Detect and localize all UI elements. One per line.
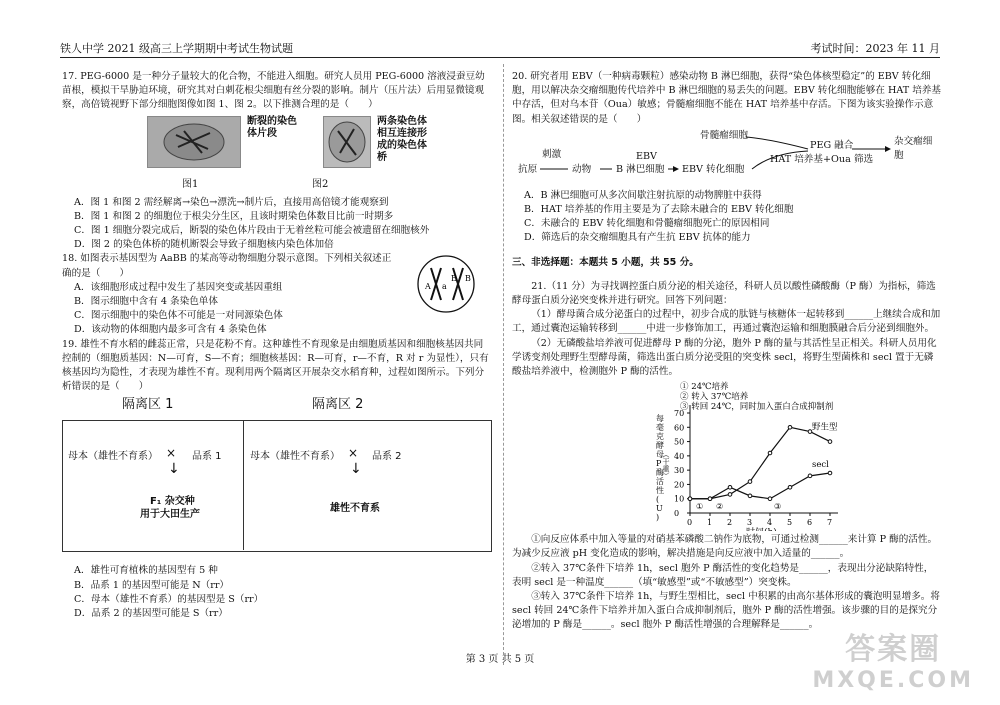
gene-label: A (425, 282, 431, 292)
y-tick-label: 10 (674, 494, 685, 504)
q21-part-2-3: ③转入 37℃条件下培养 1h，与野生型相比，secl 中积累的由高尔基体形成的囊泡明显增多。将 secl 转回 24℃条件下培养并加入蛋白合成抑制剂后，胞外 P 酶的活性增强。该步骤的目的是探究分泌增加的 P 酶是______。secl 胞外 P 酶活性增强的合理解释是______。 (512, 591, 940, 631)
flow-animal: 动物 (572, 163, 592, 175)
data-point (748, 494, 752, 498)
y-tick-label: 0 (674, 509, 680, 519)
y-axis-label-char: ) (656, 513, 660, 523)
q21-part-2-1: ①向反应体系中加入等量的对硝基苯磷酸二钠作为底物，可通过检测______来计算 P 酶的活性。为减少反应液 pH 变化造成的影响，解决措施是向反应液中加入适量的______。 (512, 534, 938, 560)
data-point (748, 480, 752, 484)
series-line-野生型 (690, 428, 830, 499)
q20-flow-diagram (512, 129, 942, 187)
q18-option-d: D．该动物的体细胞内最多可含有 4 条染色体 (74, 324, 267, 336)
flow-antigen: 抗原 (518, 163, 538, 175)
flow-arrows (512, 129, 942, 187)
flow-myeloma: 骨髓瘤细胞 (700, 129, 748, 141)
data-point (768, 497, 772, 501)
series-label: 野生型 (812, 422, 838, 433)
zone-1-title: 隔离区 1 (122, 397, 174, 413)
y-axis-label-char: 酵 (656, 441, 664, 451)
figure-2-caption: 图2 (312, 178, 329, 190)
legend-entry: ① 24℃培养 (680, 382, 729, 393)
x-tick-label: 6 (807, 518, 813, 528)
y-axis-label-char: ( (656, 495, 660, 505)
q20-option-b: B．HAT 培养基的作用主要是为了去除未融合的 EBV 转化细胞 (524, 204, 794, 216)
q21-part-2-2: ②转入 37℃条件下培养 1h，secl 胞外 P 酶活性的变化趋势是______，表现出分泌缺陷特性，表明 secl 是一种温度______（填“敏感型”或“不敏感型”）突变株。 (512, 562, 934, 588)
header-rule (60, 57, 940, 58)
zone-2-mother: 母本（雄性不育系） (250, 451, 340, 463)
q17-figures (147, 116, 492, 184)
q21-chart (512, 381, 942, 531)
data-point (728, 493, 732, 497)
y-axis-label-char: U (656, 504, 663, 514)
zone-1-line: 品系 1 (192, 451, 222, 463)
flow-ebv-cell: EBV 转化细胞 (682, 163, 745, 175)
y-axis-label-char: 毫 (656, 423, 664, 433)
q19-option-d: D．品系 2 的基因型可能是 S（rr） (74, 608, 228, 620)
watermark-line-1: 答案圈 (845, 632, 942, 667)
header-exam-time: 考试时间：2023 年 11 月 (810, 42, 940, 55)
p-enzyme-activity-chart (512, 381, 942, 531)
q20-stem: 20. 研究者用 EBV（一种病毒颗粒）感染动物 B 淋巴细胞，获得“染色体核型稳定”的 EBV 转化细胞，用以解决杂交瘤细胞传代培养中 B 淋巴细胞的易丢失的问题。EBV 转化细胞能够在 HAT 培养基中存活，但对乌本苷（Oua）敏感；骨髓瘤细胞不能在 HAT 培养基中存活。下图为该实验操作示意图。相关叙述错误的是（ ） (512, 71, 942, 125)
zones-divider (243, 420, 244, 550)
page-header (60, 38, 940, 56)
q21-part-1: （1）酵母菌合成分泌蛋白的过程中，初步合成的肽链与核糖体一起转移到______上继续合成和加工，通过囊泡运输转移到______中进一步修饰加工，再通过囊泡运输和细胞膜融合后分泌到细胞外。 (512, 309, 941, 335)
figure-2-label: 两条染色体相互连接形成的染色体桥 (377, 115, 427, 163)
data-point (768, 451, 772, 455)
q19-option-c: C．母本（雄性不育系）的基因型是 S（rr） (74, 593, 264, 605)
zone-1-output-a: F₁ 杂交种 (150, 496, 195, 508)
q17-captions (62, 178, 492, 196)
x-tick-label: 3 (747, 518, 753, 528)
y-axis-label-char: P (656, 459, 662, 469)
flow-ebv: EBV (636, 150, 657, 162)
zone-1-output-b: 用于大田生产 (140, 509, 200, 521)
figure-2-micrograph (323, 116, 371, 168)
x-tick-label: 5 (787, 518, 793, 528)
zone-1-cross: × (166, 446, 177, 461)
figure-1-caption: 图1 (182, 178, 199, 190)
y-axis-label-char: 克 (656, 432, 664, 442)
data-point (828, 440, 832, 444)
y-axis-unit: （干重） (662, 451, 670, 480)
zone-2-output: 雄性不育系 (330, 503, 380, 515)
y-axis-label-char: 母 (656, 450, 664, 460)
q17-option-d: D．图 2 的染色体桥的随机断裂会导致子细胞核内染色体加倍 (74, 239, 334, 251)
gene-label: a (442, 282, 447, 292)
y-tick-label: 50 (674, 437, 685, 447)
cell-icon (148, 117, 240, 167)
y-axis-label-char: 每 (656, 414, 664, 424)
q20-option-a: A．B 淋巴细胞可从多次间歇注射抗原的动物脾脏中获得 (524, 189, 762, 201)
phase-mark: ③ (774, 502, 782, 512)
legend-entry: ② 转入 37℃培养 (680, 392, 749, 403)
data-point (688, 497, 692, 501)
header-title: 铁人中学 2021 级高三上学期期中考试生物试题 (60, 42, 293, 55)
zone-2-cross: × (348, 446, 359, 461)
data-point (808, 474, 812, 478)
y-tick-label: 40 (674, 452, 685, 462)
data-point (708, 497, 712, 501)
legend-entry: ③ 转回 24℃，同时加入蛋白合成抑制剂 (680, 402, 834, 413)
series-label: secl (812, 460, 829, 471)
q21-intro: 21.（11 分）为寻找调控蛋白质分泌的相关途径，科研人员以酸性磷酸酶（P 酶）为指标，筛选酵母蛋白质分泌突变株并进行研究。回答下列问题： (512, 280, 936, 307)
q18-option-c: C．图示细胞中的染色体不可能是一对同源染色体 (74, 310, 283, 322)
zone-1-mother: 母本（雄性不育系） (68, 451, 158, 463)
x-tick-label: 1 (707, 518, 713, 528)
watermark-line-2: MXQE.COM (812, 668, 974, 693)
figure-1-micrograph (147, 116, 241, 168)
q18-option-a: A．该细胞形成过程中发生了基因突变或基因重组 (74, 281, 283, 293)
zones-frame (62, 420, 492, 552)
x-tick-label: 2 (727, 518, 733, 528)
q17-option-a: A．图 1 和图 2 需经解离→染色→漂洗→制片后，直接用高倍镜才能观察到 (74, 196, 389, 208)
q19-option-a: A．雄性可育植株的基因型有 5 种 (74, 565, 218, 577)
q18-block (62, 252, 492, 337)
q18-stem: 18. 如图表示基因型为 AaBB 的某高等动物细胞分裂示意图。下列相关叙述正确的是（ ） (62, 253, 392, 279)
y-tick-label: 30 (674, 466, 685, 476)
data-point (728, 486, 732, 490)
q20-option-d: D．筛选后的杂交瘤细胞具有产生抗 EBV 抗体的能力 (524, 232, 751, 244)
flow-peg: PEG 融合 (810, 139, 854, 151)
watermark (812, 624, 974, 693)
flow-hat: HAT 培养基+Oua 筛选 (770, 153, 874, 165)
q21-part-2: （2）无磷酸盐培养液可促进酵母 P 酶的分泌，胞外 P 酶的量与其活性呈正相关。科研人员用化学诱变剂处理野生型酵母菌，筛选出蛋白质分泌受阻的突变株 secl，将野生型菌株和 secl 置于无磷酸盐培养液中，检测胞外 P 酶的活性。 (512, 337, 937, 378)
gene-label: B (451, 274, 457, 284)
y-axis-label-char: 酶 (656, 468, 664, 478)
phase-mark: ② (716, 502, 724, 512)
figure-1-label: 断裂的染色体片段 (247, 115, 297, 139)
q17-option-c: C．图 1 细胞分裂完成后，断裂的染色体片段由于无着丝粒可能会被遗留在细胞核外 (74, 225, 430, 237)
arrow-down-icon: ↓ (168, 461, 180, 478)
data-point (828, 471, 832, 475)
zone-2-line: 品系 2 (372, 451, 402, 463)
x-tick-label: 4 (767, 518, 773, 528)
y-axis-label-char: 活 (656, 477, 664, 487)
flow-stimulate: 刺激 (542, 148, 562, 160)
q18-cell-diagram (407, 254, 485, 314)
q17-stem: 17. PEG-6000 是一种分子量较大的化合物，不能进入细胞。研究人员用 PEG-6000 溶液浸蚕豆幼苗根，模拟干旱胁迫环境，研究其对白刺花根尖细胞有丝分裂的影响。制片（压片法）后用显微镜观察，高倍镜视野下部分细胞图像如图 1、图 2。以下推测合理的是（ ） (62, 71, 485, 111)
phase-mark: ① (696, 502, 704, 512)
q19-stem: 19. 雄性不育水稻的雌蕊正常，只是花粉不育。这种雄性不育现象是由细胞质基因和细胞核基因共同控制的（细胞质基因：N—可育，S—不育；细胞核基因：R—可育，r—不育，R 对 r 为显性），只有核基因均为隐性，才表现为雄性不育。现利用两个隔离区开展杂交水稻育种，过程如图所示。下列分析错误的是（ ） (62, 338, 489, 393)
q17-option-b: B．图 1 和图 2 的细胞位于根尖分生区，且该时期染色体数目比前一时期多 (74, 210, 394, 222)
page-footer: 第 3 页 共 5 页 (465, 654, 535, 665)
x-tick-label: 0 (687, 518, 693, 528)
q20-option-c: C．未融合的 EBV 转化细胞和骨髓瘤细胞死亡的原因相同 (524, 218, 770, 230)
flow-b-cell: B 淋巴细胞 (616, 163, 665, 175)
arrow-down-icon: ↓ (350, 461, 362, 478)
data-point (788, 426, 792, 430)
flow-hybrid: 杂交瘤细胞 (894, 135, 933, 162)
zone-2-title: 隔离区 2 (312, 397, 364, 413)
data-point (788, 486, 792, 490)
y-tick-label: 70 (674, 409, 685, 419)
q18-option-b: B．图示细胞中含有 4 条染色单体 (74, 296, 218, 308)
right-column (512, 70, 942, 633)
y-tick-label: 20 (674, 480, 685, 490)
y-axis-label-char: 性 (656, 486, 664, 496)
cell-icon (324, 117, 370, 167)
section-3-title: 三、非选择题：本题共 5 小题，共 55 分。 (512, 256, 699, 268)
left-column (62, 70, 492, 621)
q19-diagram (62, 398, 492, 558)
x-tick-label: 7 (827, 518, 833, 528)
q19-option-b: B．品系 1 的基因型可能是 N（rr） (74, 579, 229, 591)
column-divider (503, 64, 504, 665)
gene-label: B (465, 274, 471, 284)
y-tick-label: 60 (674, 423, 685, 433)
